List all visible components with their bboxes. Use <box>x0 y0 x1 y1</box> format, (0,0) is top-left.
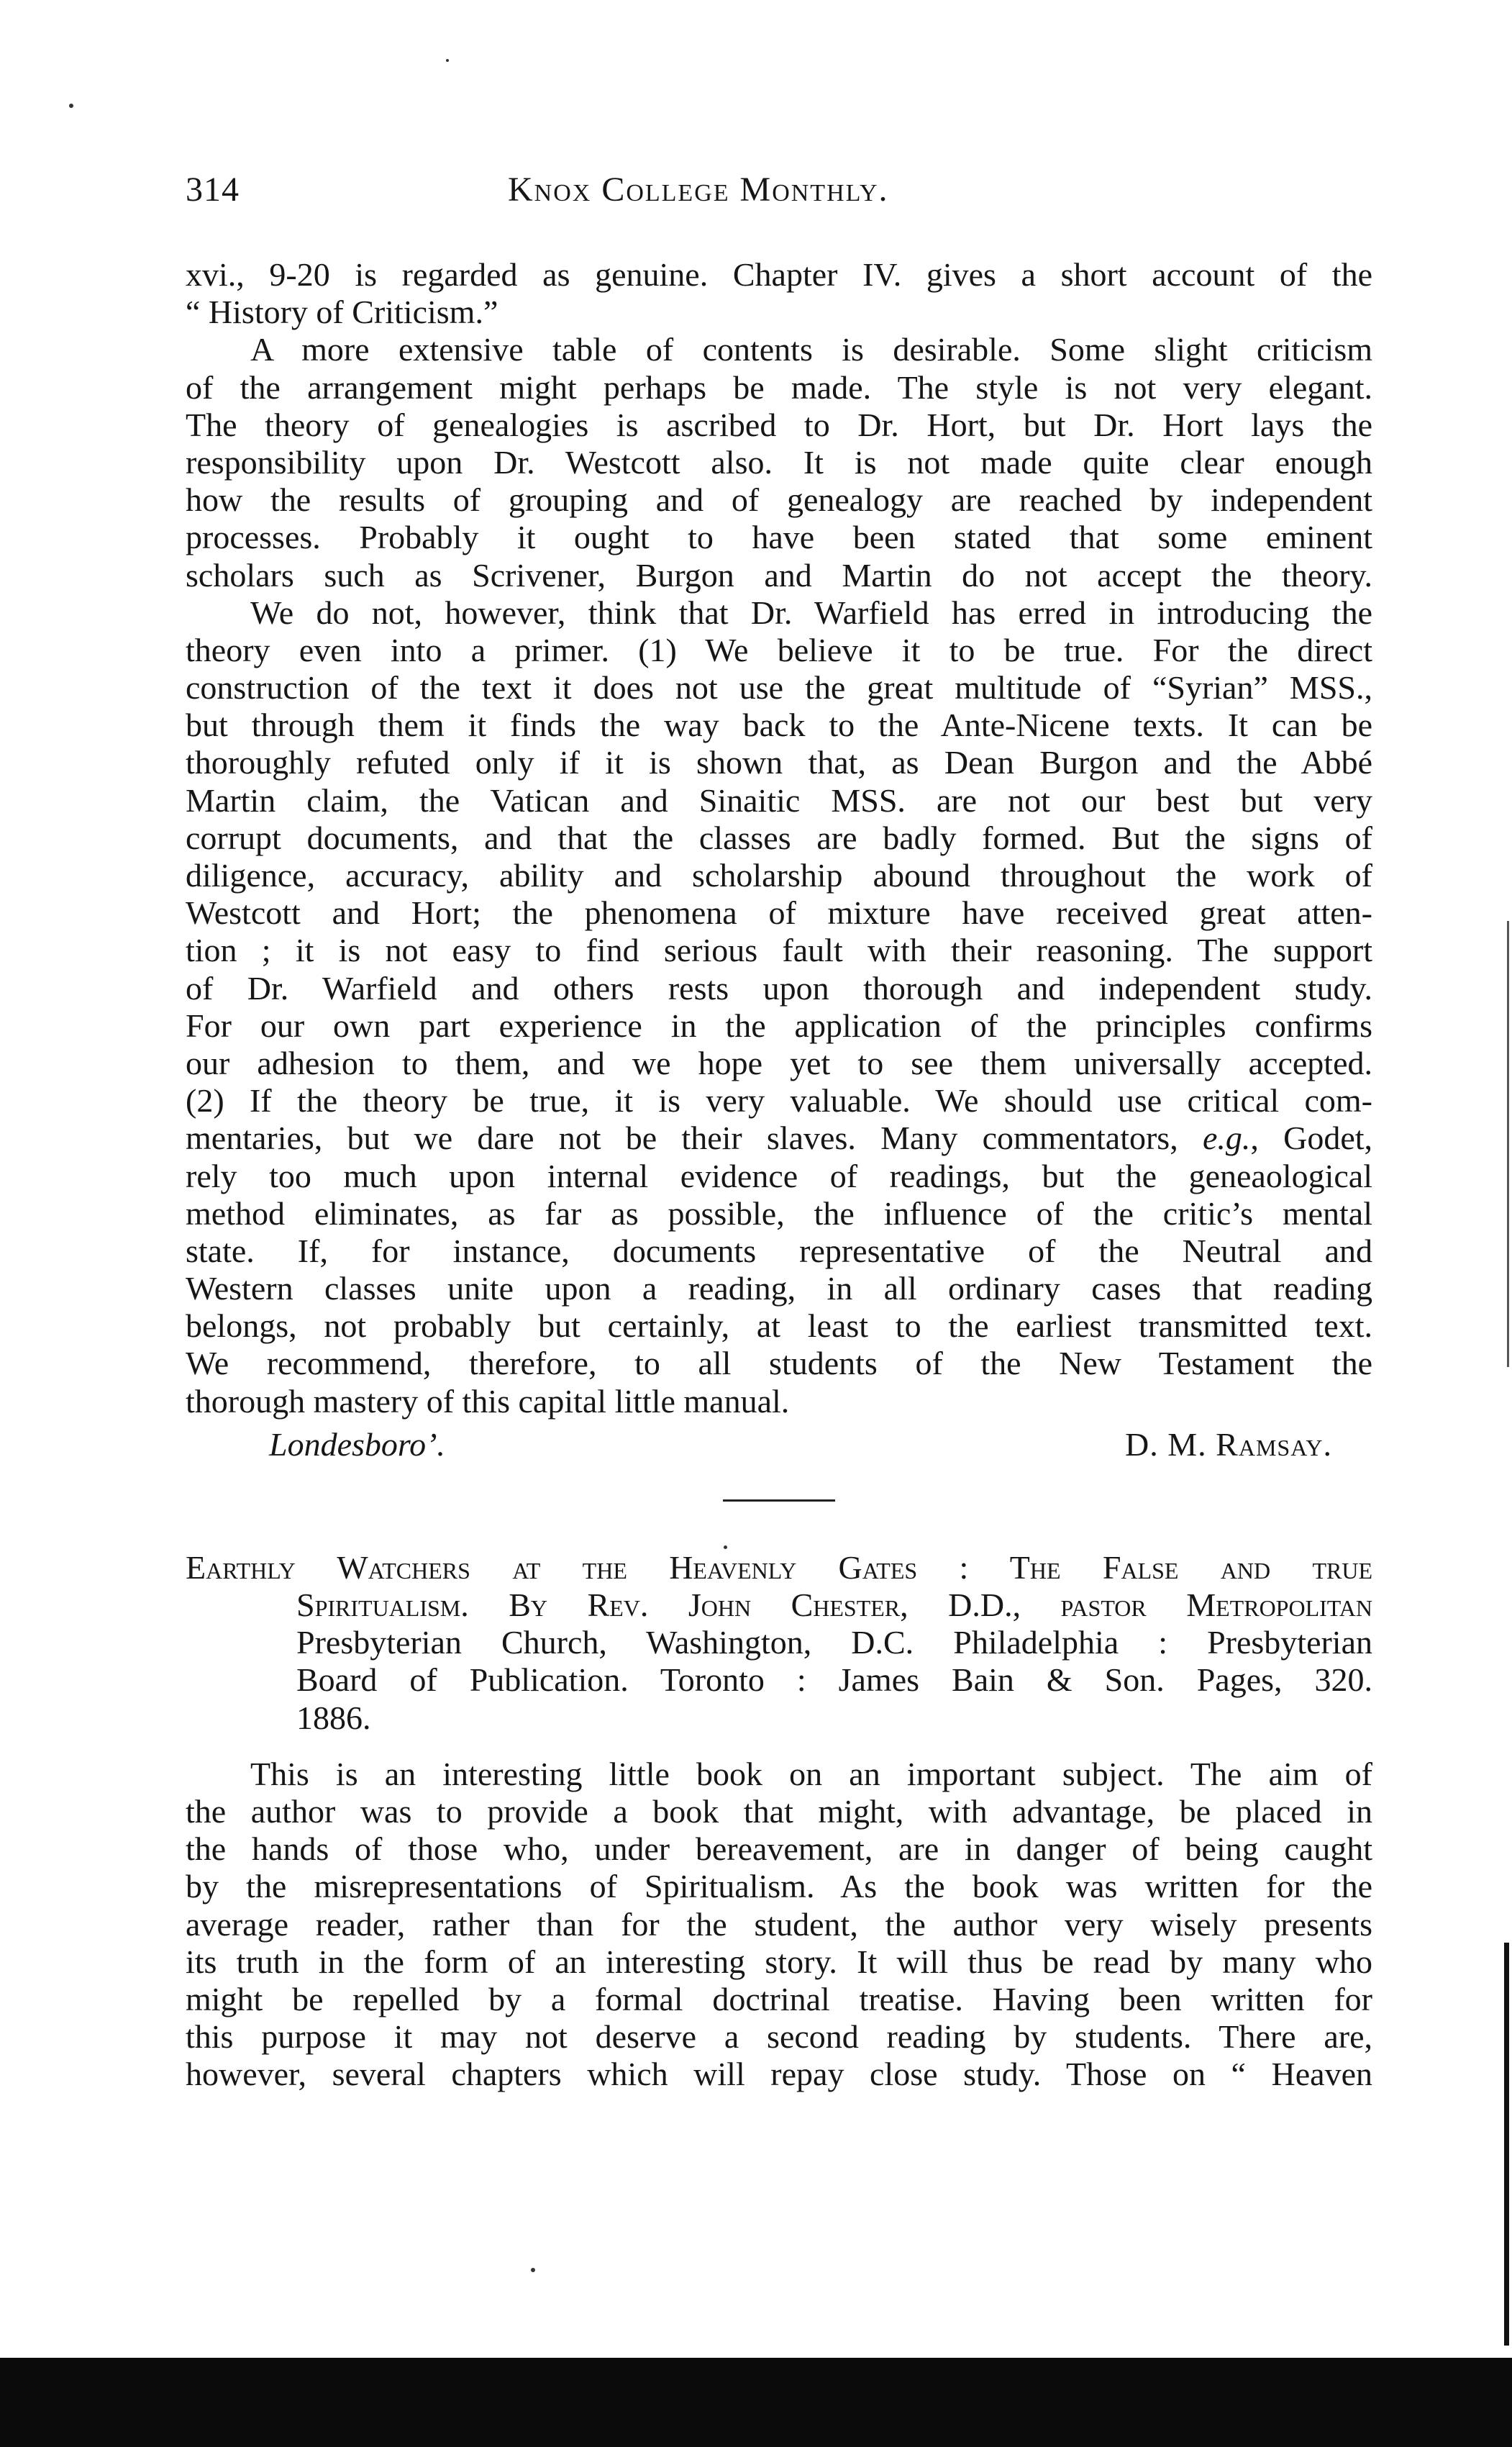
scan-speck <box>69 104 73 108</box>
text-fragment: mentaries, but we dare not be their slaves. Many commentators, <box>186 1120 1178 1157</box>
text-line: “ History of Criticism.” <box>186 294 498 331</box>
text-fragment: , Godet, <box>1250 1120 1372 1157</box>
body-text <box>186 256 1372 2093</box>
text-line: scholars such as Scrivener, Burgon and Martin do not accept the theory. <box>186 556 1372 594</box>
text-line: construction of the text it does not use the great multitude of “Syrian” MSS., <box>186 669 1372 707</box>
text-line: of the arrangement might perhaps be made. The style is not very elegant. <box>186 368 1372 406</box>
page-number: 314 <box>186 171 240 209</box>
text-line: thoroughly refuted only if it is shown that, as Dean Burgon and the Abbé <box>186 744 1372 781</box>
text-line: might be repelled by a formal doctrinal treatise. Having been written for <box>186 1980 1372 2017</box>
text-line: corrupt documents, and that the classes are badly formed. But the signs of <box>186 819 1372 856</box>
text-line: For our own part experience in the application of the principles confirms <box>186 1007 1372 1044</box>
text-line: rely too much upon internal evidence of readings, but the geneaological <box>186 1157 1372 1194</box>
citation-line <box>186 1586 1372 1624</box>
text-line: We do not, however, think that Dr. Warfield has erred in introducing the <box>250 594 1372 631</box>
eg-abbreviation: e.g. <box>1202 1120 1251 1157</box>
text-line: Western classes unite upon a reading, in all ordinary cases that reading <box>186 1270 1372 1307</box>
text-line: its truth in the form of an interesting story. It will thus be read by many who <box>186 1943 1372 1980</box>
page-edge-shadow <box>1507 921 1509 1367</box>
text-line: This is an interesting little book on an important subject. The aim of <box>250 1755 1372 1792</box>
review-ramsay <box>186 256 1372 1476</box>
citation-line: Board of Publication. Toronto : James Bain & Son. Pages, 320. <box>296 1661 1372 1699</box>
text-line: tion ; it is not easy to find serious fault with their reasoning. The support <box>186 932 1372 969</box>
text-line: state. If, for instance, documents representative of the Neutral and <box>186 1232 1372 1269</box>
text-line: method eliminates, as far as possible, the influence of the critic’s mental <box>186 1194 1372 1232</box>
text-line: xvi., 9-20 is regarded as genuine. Chapter IV. gives a short account of the <box>186 256 1372 293</box>
citation-line: Presbyterian Church, Washington, D.C. Philadelphia : Presbyterian <box>296 1624 1372 1661</box>
text-line: (2) If the theory be true, it is very valuable. We should use critical com- <box>186 1082 1372 1120</box>
text-line: theory even into a primer. (1) We believe it to be true. For the direct <box>186 631 1372 668</box>
text-line: this purpose it may not deserve a second reading by students. There are, <box>186 2018 1372 2056</box>
signature <box>186 1426 1372 1476</box>
text-line <box>186 1120 1372 1157</box>
text-line: A more extensive table of contents is desirable. Some slight criticism <box>250 331 1372 368</box>
text-line: the hands of those who, under bereavement, are in danger of being caught <box>186 1830 1372 1868</box>
citation-title-line: Earthly Watchers at the Heavenly Gates : The False and true <box>186 1548 1372 1586</box>
signature-surname: Ramsay. <box>1216 1425 1332 1463</box>
text-line: belongs, not probably but certainly, at least to the earliest transmitted text. <box>186 1307 1372 1345</box>
text-line: We recommend, therefore, to all students of the New Testament the <box>186 1345 1372 1382</box>
text-line: Westcott and Hort; the phenomena of mixture have received great atten- <box>186 894 1372 932</box>
signature-initials: D. M. <box>1125 1425 1207 1463</box>
page-edge-shadow <box>1504 1943 1509 2346</box>
text-line: how the results of grouping and of genealogy are reached by independent <box>186 481 1372 519</box>
text-line: however, several chapters which will repay close study. Those on “ Heaven <box>186 2056 1372 2093</box>
spacer <box>186 1737 1372 1756</box>
section-divider <box>723 1499 835 1502</box>
scan-speck <box>724 1545 727 1549</box>
book-citation <box>186 1549 1372 1737</box>
scan-border-bottom <box>0 2358 1512 2447</box>
running-title: Knox College Monthly. <box>508 171 889 209</box>
text-line: of Dr. Warfield and others rests upon thorough and independent study. <box>186 969 1372 1007</box>
text-line: diligence, accuracy, ability and scholarship abound throughout the work of <box>186 857 1372 894</box>
text-line: our adhesion to them, and we hope yet to see them universally accepted. <box>186 1044 1372 1081</box>
text-line: the author was to provide a book that might, with advantage, be placed in <box>186 1792 1372 1830</box>
page-header <box>186 170 1380 220</box>
text-line: Martin claim, the Vatican and Sinaitic MSS. are not our best but very <box>186 781 1372 819</box>
text-line: thorough mastery of this capital little manual. <box>186 1382 790 1420</box>
signature-place: Londesboro’. <box>269 1425 445 1463</box>
citation-line: 1886. <box>296 1699 371 1736</box>
review-chester <box>186 1549 1372 2094</box>
scan-speck <box>446 59 449 62</box>
text-line: by the misrepresentations of Spiritualism. As the book was written for the <box>186 1868 1372 1905</box>
scan-speck <box>531 2268 535 2272</box>
text-line: but through them it finds the way back to the Ante-Nicene texts. It can be <box>186 707 1372 744</box>
text-line: The theory of genealogies is ascribed to Dr. Hort, but Dr. Hort lays the <box>186 406 1372 443</box>
signature-name <box>1125 1426 1332 1463</box>
citation-fragment: Spiritualism. By Rev. John Chester, D.D., pastor Metropolitan <box>296 1586 1372 1623</box>
text-line: processes. Probably it ought to have been stated that some eminent <box>186 519 1372 556</box>
text-line: responsibility upon Dr. Westcott also. It is not made quite clear enough <box>186 443 1372 481</box>
text-line: average reader, rather than for the student, the author very wisely presents <box>186 1905 1372 1943</box>
